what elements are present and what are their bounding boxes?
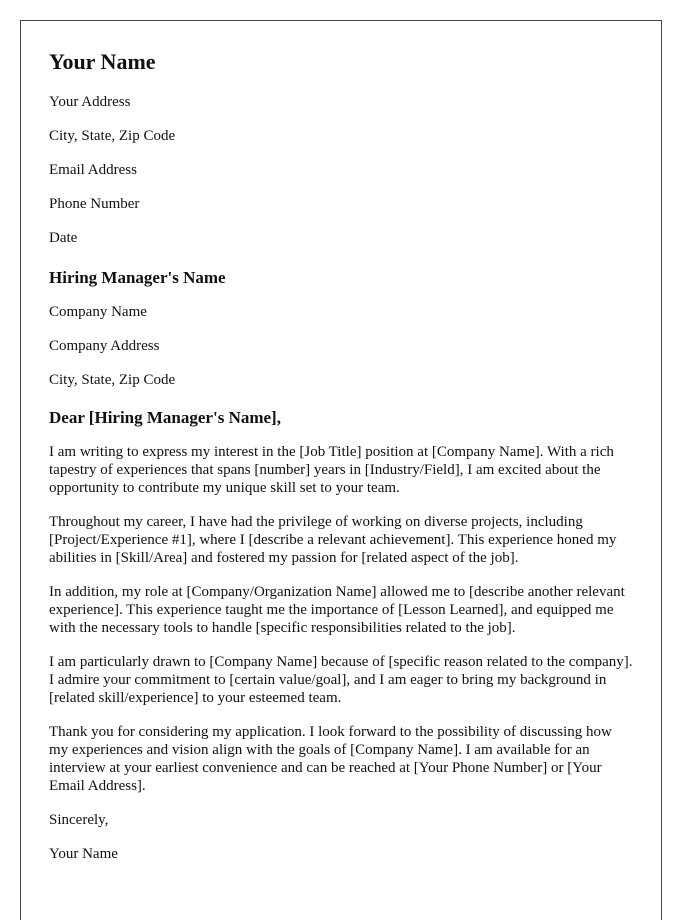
closing-block xyxy=(49,811,633,863)
recipient-company-address: Company Address xyxy=(49,338,160,354)
sender-city-state-zip: City, State, Zip Code xyxy=(49,128,176,144)
sender-address: Your Address xyxy=(49,94,131,110)
salutation: Dear [Hiring Manager's Name], xyxy=(49,408,281,427)
body-paragraph: Throughout my career, I have had the privilege of working on diverse projects, including [Project/Experience #1], where I [describe a relevant achievement]. This experience honed my abilities in [Skill/Area] and fostered my passion for [related aspect of the job]. xyxy=(49,514,617,566)
recipient-company: Company Name xyxy=(49,304,147,320)
letter-body xyxy=(49,443,633,795)
body-paragraph: In addition, my role at [Company/Organization Name] allowed me to [describe another relevant experience]. This experience taught me the importance of [Lesson Learned], and equipped me with the necessary tools to handle [specific responsibilities related to the job]. xyxy=(49,584,625,636)
letter-date: Date xyxy=(49,230,78,246)
signature: Your Name xyxy=(49,846,118,862)
sender-email: Email Address xyxy=(49,162,137,178)
body-paragraph: I am particularly drawn to [Company Name] because of [specific reason related to the company]. I admire your commitment to [certain value/goal], and I am eager to bring my background in [related skill/experience] to your esteemed team. xyxy=(49,654,633,706)
recipient-block xyxy=(49,267,633,389)
letter-page xyxy=(20,20,662,920)
sender-name: Your Name xyxy=(49,49,156,74)
recipient-name: Hiring Manager's Name xyxy=(49,268,226,287)
valediction: Sincerely, xyxy=(49,812,109,828)
body-paragraph: Thank you for considering my application. I look forward to the possibility of discussing how my experiences and vision align with the goals of [Company Name]. I am available for an interview at your earliest convenience and can be reached at [Your Phone Number] or [Your Email Address]. xyxy=(49,724,612,794)
sender-block xyxy=(49,47,633,247)
sender-phone: Phone Number xyxy=(49,196,140,212)
recipient-city-state-zip: City, State, Zip Code xyxy=(49,372,176,388)
body-paragraph: I am writing to express my interest in the [Job Title] position at [Company Name]. With a rich tapestry of experiences that spans [number] years in [Industry/Field], I am excited about the opportunity to contribute my unique skill set to your team. xyxy=(49,444,614,496)
